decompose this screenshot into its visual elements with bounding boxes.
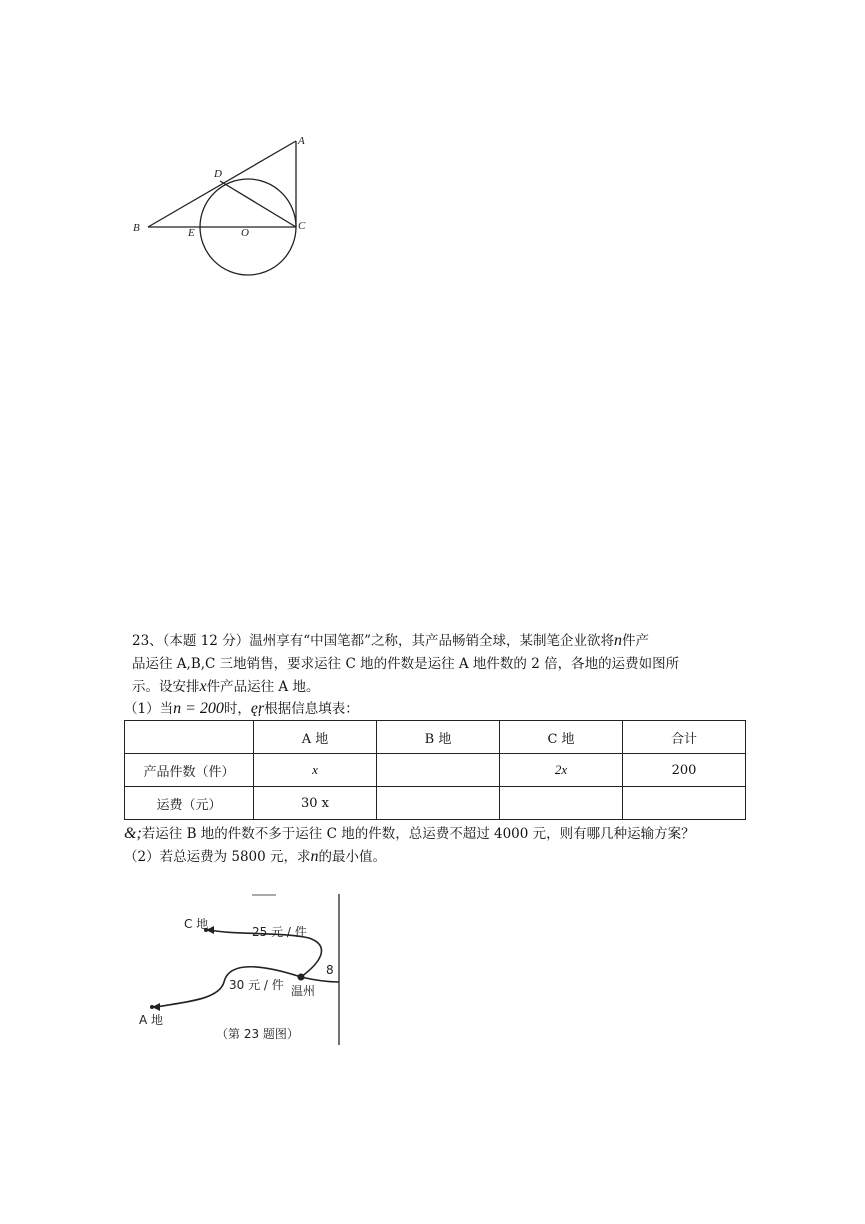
table-header-cell bbox=[125, 721, 254, 754]
table-header-cell: C 地 bbox=[500, 721, 623, 754]
var-x: x bbox=[199, 678, 207, 695]
problem-line-1 bbox=[132, 630, 649, 652]
table-cell bbox=[377, 754, 500, 787]
route-to-b bbox=[301, 977, 339, 982]
q1-post: 时， bbox=[223, 701, 251, 717]
geometry-figure bbox=[128, 130, 318, 280]
q1-pre: （1）当 bbox=[124, 701, 174, 717]
figure-caption: （第 23 题图） bbox=[216, 1027, 299, 1041]
table-cell bbox=[500, 787, 623, 820]
problem-line1-pre: 23、（本题 12 分）温州享有“中国笔都”之称，其产品畅销全球，某制笔企业欲将 bbox=[132, 633, 614, 649]
table-cell: x bbox=[254, 754, 377, 787]
table-row bbox=[125, 754, 746, 787]
label-d: D bbox=[214, 168, 222, 180]
q2-post: 的最小值。 bbox=[318, 849, 387, 865]
problem-line-3 bbox=[132, 676, 319, 698]
label-a: A bbox=[298, 135, 305, 147]
table-header-cell: 合计 bbox=[623, 721, 746, 754]
label-c: C bbox=[298, 220, 306, 232]
row-label: 产品件数（件） bbox=[125, 754, 254, 787]
shipping-table bbox=[124, 720, 746, 820]
label-o: O bbox=[241, 227, 249, 239]
wenzhou-point bbox=[298, 974, 305, 981]
label-b-partial: 8 bbox=[326, 963, 334, 977]
map-figure bbox=[134, 890, 346, 1048]
problem-line1-post: 件产 bbox=[622, 633, 649, 649]
table-cell: 2x bbox=[500, 754, 623, 787]
question-1b bbox=[124, 823, 695, 845]
label-wenzhou: 温州 bbox=[291, 984, 316, 998]
question-2 bbox=[124, 846, 386, 868]
table-header-cell: A 地 bbox=[254, 721, 377, 754]
q1b-glyph: &; bbox=[124, 825, 142, 842]
table-header-row bbox=[125, 721, 746, 754]
label-c-rate: 25 元 / 件 bbox=[252, 925, 307, 939]
segment-dc bbox=[220, 181, 296, 227]
a-point bbox=[150, 1005, 154, 1009]
question-1 bbox=[124, 698, 359, 720]
table-header-cell: B 地 bbox=[377, 721, 500, 754]
label-a-location: A 地 bbox=[139, 1013, 164, 1027]
q2-pre: （2）若总运费为 5800 元，求 bbox=[124, 849, 311, 865]
q1-rest: 根据信息填表： bbox=[264, 701, 359, 717]
table-cell bbox=[623, 787, 746, 820]
label-e: E bbox=[188, 227, 195, 239]
problem-line3-pre: 示。设安排 bbox=[132, 679, 200, 695]
table-row bbox=[125, 787, 746, 820]
var-n: n bbox=[614, 632, 622, 649]
label-a-rate: 30 元 / 件 bbox=[229, 978, 284, 992]
table-cell: 200 bbox=[623, 754, 746, 787]
label-c-location: C 地 bbox=[184, 917, 209, 931]
label-b: B bbox=[133, 222, 140, 234]
q1b-text: 若运往 B 地的件数不多于运往 C 地的件数，总运费不超过 4000 元，则有哪几种运输方案？ bbox=[141, 826, 695, 842]
table-cell: 30 x bbox=[254, 787, 377, 820]
problem-line-2: 品运往 A,B,C 三地销售，要求运往 C 地的件数是运往 A 地件数的 2 倍，各地的运费如图所 bbox=[132, 656, 680, 672]
row-label: 运费（元） bbox=[125, 787, 254, 820]
q2-var: n bbox=[310, 848, 319, 865]
problem-line3-post: 件产品运往 A 地。 bbox=[206, 679, 320, 695]
table-cell bbox=[377, 787, 500, 820]
q1-equation: n = 200 bbox=[173, 700, 224, 717]
q1-glyph: ęŗ bbox=[250, 700, 265, 717]
